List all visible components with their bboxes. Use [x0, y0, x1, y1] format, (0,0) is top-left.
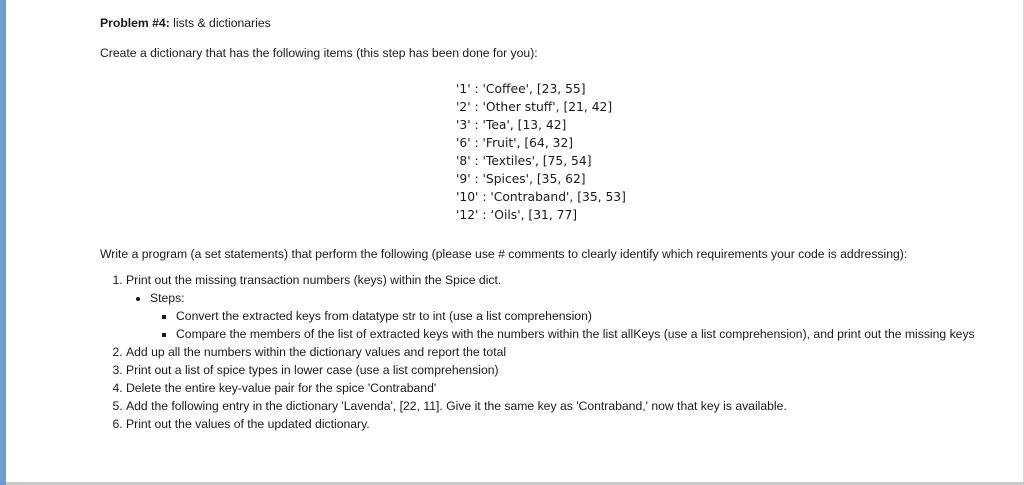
- requirements-list: [100, 271, 1004, 433]
- instructions-text: Write a program (a set statements) that perform the following (please use # comments to clearly identify which requirements your code is addressing):: [100, 247, 908, 261]
- problem-topic: lists & dictionaries: [169, 16, 271, 30]
- left-accent-bar: [0, 0, 6, 485]
- steps-sublist: [150, 307, 1004, 343]
- dict-item: '2' : 'Other stuff', [21, 42]: [456, 100, 613, 114]
- dict-item: '8' : 'Textiles', [75, 54]: [456, 154, 592, 168]
- dict-item: '3' : 'Tea', [13, 42]: [456, 118, 567, 132]
- problem-number: Problem #4:: [100, 16, 170, 30]
- dict-item: '10' : 'Contraband', [35, 53]: [456, 190, 626, 204]
- requirement-item: 2. Add up all the numbers within the dictionary values and report the total: [126, 343, 1004, 361]
- requirement-item: 4. Delete the entire key-value pair for the spice 'Contraband': [126, 379, 1004, 397]
- requirement-item: 3. Print out a list of spice types in lower case (use a list comprehension): [126, 361, 1004, 379]
- steps-list: [126, 289, 1004, 343]
- dict-item: '6' : 'Fruit', [64, 32]: [456, 136, 574, 150]
- dict-item: '1' : 'Coffee', [23, 55]: [456, 82, 586, 96]
- steps-label: Steps:: [150, 291, 185, 305]
- step-item: ▪ Compare the members of the list of extracted keys with the numbers within the list allKeys (use a list comprehension), and print out the missing keys: [176, 325, 1004, 343]
- requirement-item: [126, 271, 1004, 343]
- requirement-text: Print out the missing transaction numbers (keys) within the Spice dict.: [126, 273, 502, 287]
- problem-title: [100, 14, 1004, 32]
- requirement-item: 5. Add the following entry in the dictionary 'Lavenda', [22, 11]. Give it the same key as 'Contraband,' now that key is available.: [126, 397, 1004, 415]
- step-item: ▪ Convert the extracted keys from datatype str to int (use a list comprehension): [176, 307, 1004, 325]
- requirement-item: 6. Print out the values of the updated dictionary.: [126, 415, 1004, 433]
- dict-item: '9' : 'Spices', [35, 62]: [456, 172, 586, 186]
- dictionary-listing: [456, 80, 1004, 224]
- steps-item: [150, 289, 1004, 343]
- problem-content: [100, 14, 1004, 433]
- dict-item: '12' : ‘Oils', [31, 77]: [456, 208, 578, 222]
- intro-text: Create a dictionary that has the following items (this step has been done for you):: [100, 46, 538, 60]
